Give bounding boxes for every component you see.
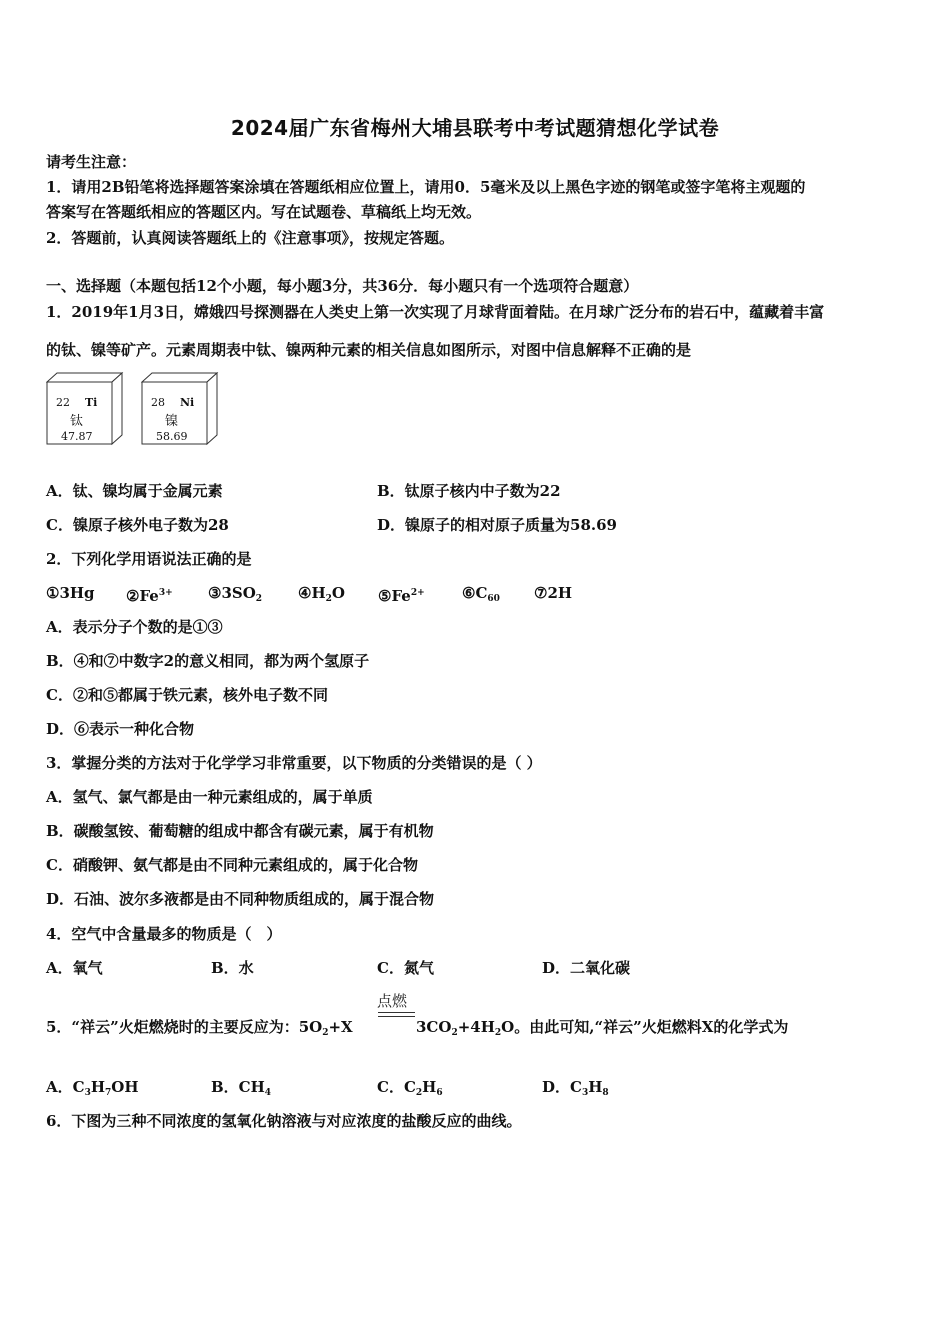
q5-lead-text: 5．“祥云”火炬燃烧时的主要反应为：5O [46, 1018, 323, 1036]
q5-option-d [542, 1077, 609, 1103]
q2-item-6 [462, 583, 500, 609]
q2-item-4-subscript: 2 [325, 594, 332, 604]
q2-item-3-subscript: 2 [255, 594, 263, 604]
q5-option-a-tail: OH [111, 1078, 139, 1096]
q4-option-d: D．二氧化碳 [542, 959, 631, 977]
q5-option-d-sub-1: 3 [581, 1088, 589, 1098]
q5-option-d-text: D．C [542, 1078, 582, 1096]
q2-item-4-tail: O [331, 584, 345, 602]
q1-stem-line-1: 1．2019年1月3日，嫦娥四号探测器在人类史上第一次实现了月球背面着陆。在月球广泛分布的岩石中，蕴藏着丰富 [46, 303, 825, 321]
q5-option-a-mid: H [90, 1078, 106, 1096]
q2-item-5-text: ⑤Fe [378, 587, 411, 605]
q5-option-a-sub-2: 7 [105, 1088, 112, 1098]
q5-product-h2o: +4H [457, 1018, 495, 1036]
q2-option-c: C．②和⑤都属于铁元素，核外电子数不同 [46, 686, 328, 704]
element-card-nickel [141, 372, 217, 446]
q5-option-c-sub-2: 6 [436, 1088, 443, 1098]
q5-option-c [377, 1077, 443, 1103]
q2-item-3-text: ③3SO [208, 584, 256, 602]
q4-option-a: A．氧气 [46, 959, 103, 977]
q2-item-2-text: ②Fe [126, 587, 159, 605]
q4-option-c: C．氮气 [377, 959, 434, 977]
q2-item-1: ①3Hg [46, 584, 95, 602]
q3-option-a: A．氢气、氯气都是由一种元素组成的，属于单质 [46, 788, 373, 806]
q2-item-5 [378, 583, 425, 606]
q5-option-a-sub-1: 3 [84, 1088, 91, 1098]
notice-item-1-line-1: 1．请用2B铅笔将选择题答案涂填在答题纸相应位置上，请用0．5毫米及以上黑色字迹的钢笔或签字笔将主观题的 [46, 178, 806, 196]
q5-product-co2: 3CO [416, 1018, 452, 1036]
q2-option-b: B．④和⑦中数字2的意义相同，都为两个氢原子 [46, 652, 370, 670]
notice-heading: 请考生注意： [46, 153, 137, 171]
reaction-condition: 点燃 [377, 992, 408, 1010]
element-number: 22 [56, 396, 70, 409]
q5-option-a-text: A．C [46, 1078, 85, 1096]
q1-option-b: B．钛原子核内中子数为22 [377, 482, 561, 500]
element-mass: 58.69 [156, 430, 188, 443]
q1-stem-line-2: 的钛、镍等矿产。元素周期表中钛、镍两种元素的相关信息如图所示，对图中信息解释不正确的是 [46, 341, 692, 359]
q1-option-c: C．镍原子核外电子数为28 [46, 516, 229, 534]
q5-stem-products [416, 1017, 788, 1043]
element-mass: 47.87 [61, 430, 93, 443]
notice-item-2: 2．答题前，认真阅读答题纸上的《注意事项》，按规定答题。 [46, 229, 454, 247]
q2-item-6-subscript: 60 [487, 594, 500, 604]
q3-stem: 3．掌握分类的方法对于化学学习非常重要，以下物质的分类错误的是（ ） [46, 754, 542, 772]
q1-option-a: A．钛、镍均属于金属元素 [46, 482, 223, 500]
q2-item-3 [208, 583, 262, 609]
q1-option-d: D．镍原子的相对原子质量为58.69 [377, 516, 617, 534]
q2-item-7: ⑦2H [534, 584, 573, 602]
q4-option-b: B．水 [211, 959, 254, 977]
q5-co2-subscript: 2 [451, 1028, 458, 1038]
q5-plus-x: +X [328, 1018, 353, 1036]
q2-stem: 2．下列化学用语说法正确的是 [46, 550, 252, 568]
q5-option-d-mid: H [588, 1078, 603, 1096]
q2-option-d: D．⑥表示一种化合物 [46, 720, 195, 738]
q2-item-6-text: ⑥C [462, 584, 488, 602]
q5-o2-subscript: 2 [322, 1028, 329, 1038]
page-title: 2024届广东省梅州大埔县联考中考试题猜想化学试卷 [230, 116, 720, 140]
element-card-titanium [46, 372, 122, 446]
notice-item-1-line-2: 答案写在答题纸相应的答题区内。写在试题卷、草稿纸上均无效。 [46, 203, 482, 221]
q5-option-b [211, 1077, 271, 1103]
element-number: 28 [151, 396, 165, 409]
q2-item-5-charge: 2+ [410, 588, 425, 598]
equals-bar-top [378, 1012, 415, 1013]
q5-option-c-mid: H [422, 1078, 437, 1096]
q5-stem-lead [46, 1017, 353, 1043]
element-symbol: Ti [85, 396, 98, 409]
q5-h2o-subscript: 2 [494, 1028, 502, 1038]
q2-item-4 [298, 583, 345, 609]
equals-bar-bottom [378, 1016, 415, 1017]
q6-stem: 6．下图为三种不同浓度的氢氧化钠溶液与对应浓度的盐酸反应的曲线。 [46, 1112, 522, 1130]
q4-stem: 4．空气中含量最多的物质是（ ） [46, 925, 282, 943]
q3-option-d: D．石油、波尔多液都是由不同种物质组成的，属于混合物 [46, 890, 435, 908]
q5-option-a [46, 1077, 139, 1103]
q2-item-2-charge: 3+ [158, 588, 173, 598]
element-name: 钛 [70, 414, 84, 429]
element-name: 镍 [165, 414, 179, 429]
section-heading: 一、选择题（本题包括12个小题，每小题3分，共36分．每小题只有一个选项符合题意） [46, 277, 639, 295]
q2-item-2 [126, 583, 173, 606]
q3-option-c: C．硝酸钾、氨气都是由不同种元素组成的，属于化合物 [46, 856, 418, 874]
q5-option-c-sub-1: 2 [415, 1088, 423, 1098]
q5-option-b-text: B．CH [211, 1078, 265, 1096]
q5-option-c-text: C．C [377, 1078, 416, 1096]
q5-option-b-sub: 4 [264, 1088, 272, 1098]
q2-option-a: A．表示分子个数的是①③ [46, 618, 223, 636]
q5-option-d-sub-2: 8 [602, 1088, 609, 1098]
q3-option-b: B．碳酸氢铵、葡萄糖的组成中都含有碳元素，属于有机物 [46, 822, 434, 840]
q5-tail-text: O。由此可知,“祥云”火炬燃料X的化学式为 [501, 1018, 789, 1036]
q2-item-4-text: ④H [298, 584, 326, 602]
element-symbol: Ni [180, 396, 195, 409]
